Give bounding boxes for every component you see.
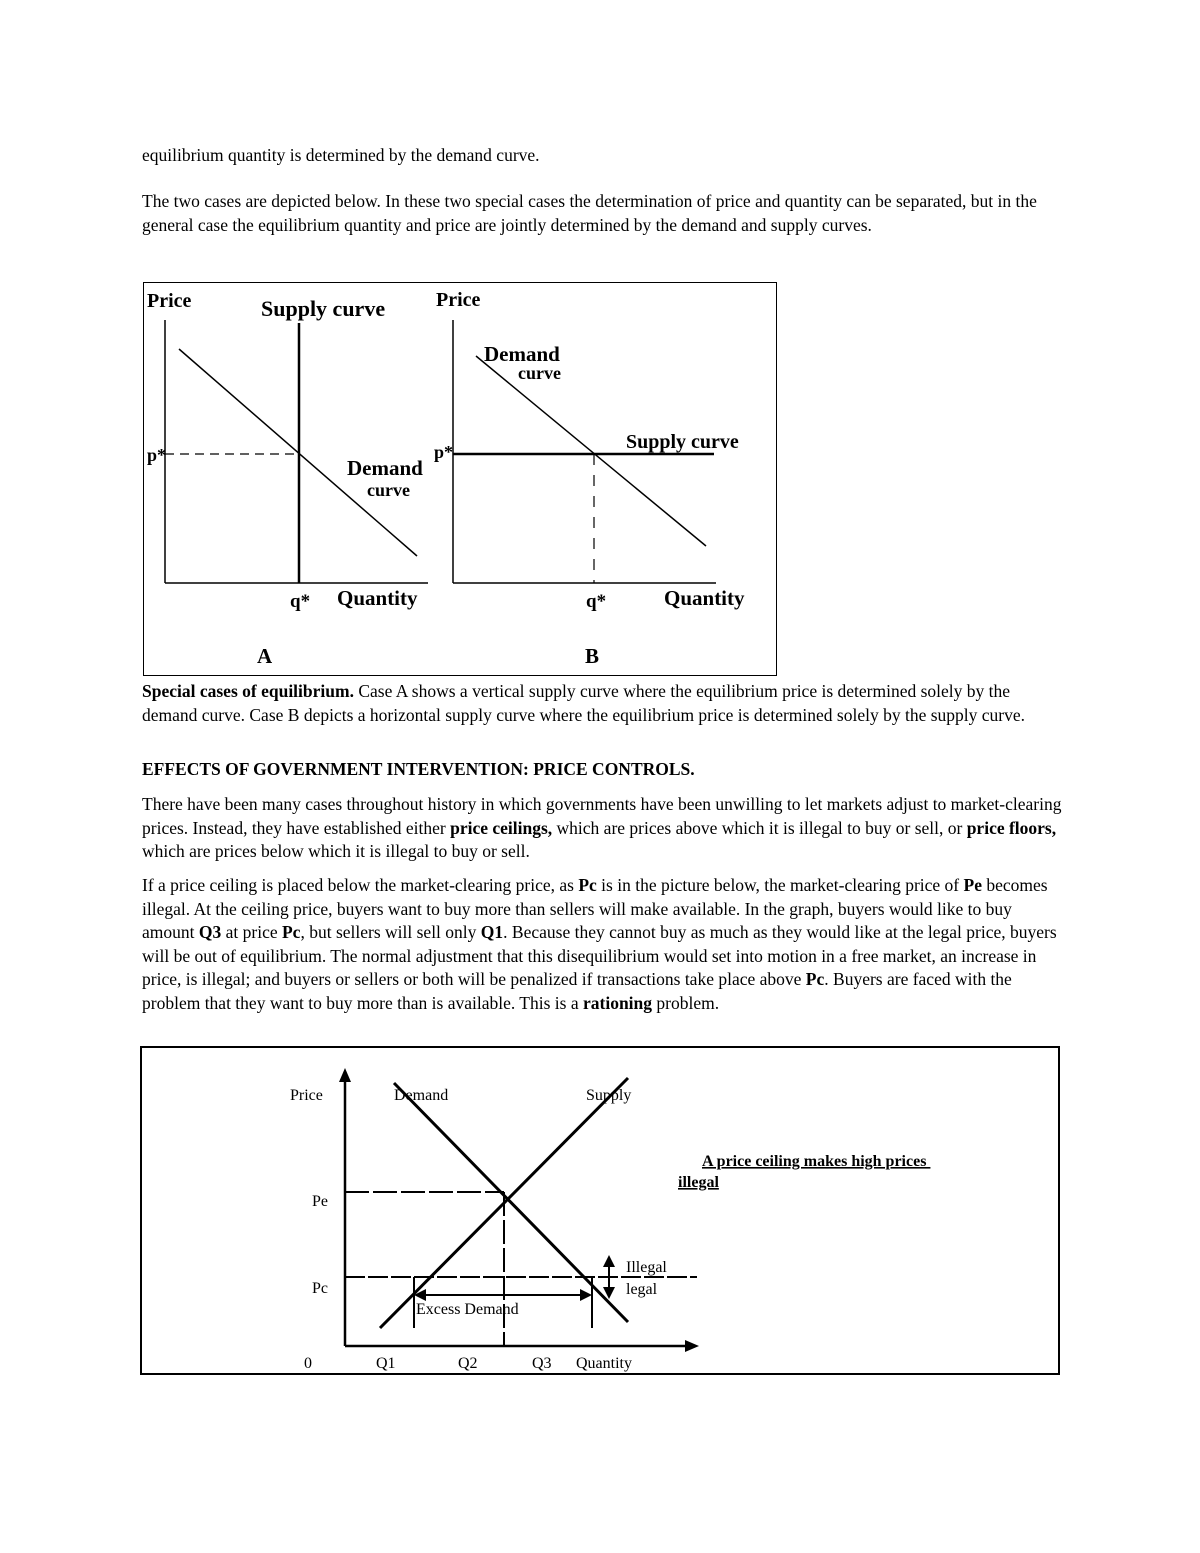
para4-text-7: . Buyers are faced with the problem that they want to buy more than is available. This is a bbox=[142, 969, 1012, 1013]
panel-b-q-star: q* bbox=[586, 591, 607, 612]
panel-b-demand-label: Demand bbox=[484, 342, 560, 366]
x-axis-arrow bbox=[685, 1340, 699, 1352]
panel-b-letter: B bbox=[585, 644, 600, 668]
para4-bold-7: rationing bbox=[582, 992, 653, 1013]
pe-label: Pe bbox=[312, 1193, 328, 1210]
y-axis-arrow bbox=[339, 1068, 351, 1082]
legal-label: legal bbox=[626, 1281, 658, 1298]
up-arrow-icon bbox=[603, 1255, 615, 1267]
price-ceiling-paragraph bbox=[142, 874, 1062, 1015]
para4-bold-3: Q3 bbox=[198, 922, 222, 942]
q2-label: Q2 bbox=[458, 1355, 478, 1372]
panel-a-demand-label-2: curve bbox=[367, 480, 410, 500]
para4-text-8: problem. bbox=[652, 992, 720, 1013]
para3-bold-price-ceilings: price ceilings, bbox=[450, 817, 553, 838]
para3-text-3: which are prices below which it is illegal to buy or sell. bbox=[142, 841, 530, 861]
supply-label: Supply bbox=[586, 1087, 632, 1104]
panel-b-p-star: p* bbox=[434, 442, 454, 462]
price-ceiling-diagram bbox=[142, 1048, 1062, 1377]
price-ceiling-note bbox=[678, 1153, 930, 1191]
intro-paragraph: The two cases are depicted below. In these two special cases the determination of price and quantity can be separated, but in the general case the equilibrium quantity and price are jointly determined by the demand and supply curves. bbox=[142, 191, 1037, 235]
panel-a-p-star: p* bbox=[147, 445, 167, 465]
para4-bold-2: Pe bbox=[963, 875, 982, 895]
caption-bold: Special cases of equilibrium. bbox=[142, 681, 354, 701]
excess-demand-arrow-right bbox=[580, 1289, 592, 1301]
price-ceiling-note-line-2: illegal bbox=[678, 1174, 719, 1191]
panel-a-letter: A bbox=[257, 644, 273, 668]
price-ceiling-figure bbox=[140, 1046, 1060, 1375]
panel-a bbox=[147, 290, 428, 668]
para4-text-5: , but sellers will sell only bbox=[300, 922, 481, 942]
panel-b-quantity-label: Quantity bbox=[664, 586, 745, 610]
panel-a-price-label: Price bbox=[147, 290, 192, 312]
para4-bold-1: Pc bbox=[578, 875, 597, 895]
panel-b bbox=[434, 289, 745, 668]
price-controls-paragraph bbox=[142, 793, 1062, 864]
para4-text-6: . Because they cannot buy as much as they would like at the legal price, buyers will be out of equilibrium. The normal adjustment that this disequilibrium would set into motion in a free market, an increase in price, is illegal; and buyers or sellers or both will be penalized if transactions take place above bbox=[142, 922, 1057, 989]
pc-label: Pc bbox=[312, 1280, 328, 1297]
excess-demand-label: Excess Demand bbox=[416, 1301, 519, 1318]
para4-text-2: is in the picture below, the market-clearing price of bbox=[596, 875, 964, 895]
panel-b-price-label: Price bbox=[436, 289, 481, 311]
para4-text-4: at price bbox=[221, 922, 282, 942]
caption-text: Case A shows a vertical supply curve where the equilibrium price is determined solely by the demand curve. Case B depicts a horizontal supply curve where the equilibrium price is determined solely by the supply curve. bbox=[142, 681, 1026, 725]
price-axis-label: Price bbox=[290, 1087, 323, 1104]
para3-bold-price-floors: price floors, bbox=[966, 817, 1057, 838]
q1-label: Q1 bbox=[376, 1355, 396, 1372]
illegal-label: Illegal bbox=[626, 1259, 667, 1276]
origin-label: 0 bbox=[304, 1355, 312, 1372]
panel-b-supply-label: Supply curve bbox=[626, 431, 739, 453]
price-ceiling-note-line-1: A price ceiling makes high prices bbox=[702, 1153, 931, 1170]
q3-label: Q3 bbox=[532, 1355, 552, 1372]
figure-caption bbox=[142, 680, 1062, 727]
para4-text-3: becomes illegal. At the ceiling price, buyers want to buy more than sellers will make available. In the graph, buyers would like to buy amount bbox=[142, 875, 1048, 942]
para3-text-1: There have been many cases throughout history in which governments have been unwilling to let markets adjust to market-clearing prices. Instead, they have established either bbox=[142, 794, 1062, 838]
para4-bold-5: Q1 bbox=[480, 922, 504, 942]
panel-a-quantity-label: Quantity bbox=[337, 586, 418, 610]
panel-a-q-star: q* bbox=[290, 591, 311, 612]
para3-text-2: which are prices above which it is illegal to buy or sell, or bbox=[552, 817, 967, 838]
quantity-axis-label: Quantity bbox=[576, 1355, 632, 1372]
intro-line: equilibrium quantity is determined by the demand curve. bbox=[142, 145, 540, 165]
panel-b-demand-label-2: curve bbox=[518, 363, 561, 383]
special-cases-figure bbox=[143, 282, 777, 676]
special-cases-diagram bbox=[144, 283, 778, 677]
para4-bold-6: Pc bbox=[805, 969, 825, 989]
panel-a-demand-label: Demand bbox=[347, 456, 423, 480]
demand-label: Demand bbox=[394, 1087, 449, 1104]
para4-bold-4: Pc bbox=[281, 922, 301, 942]
panel-a-supply-label: Supply curve bbox=[261, 296, 386, 321]
section-heading: EFFECTS OF GOVERNMENT INTERVENTION: PRICE CONTROLS. bbox=[142, 759, 695, 779]
para4-text-1: If a price ceiling is placed below the market-clearing price, as bbox=[142, 875, 579, 895]
